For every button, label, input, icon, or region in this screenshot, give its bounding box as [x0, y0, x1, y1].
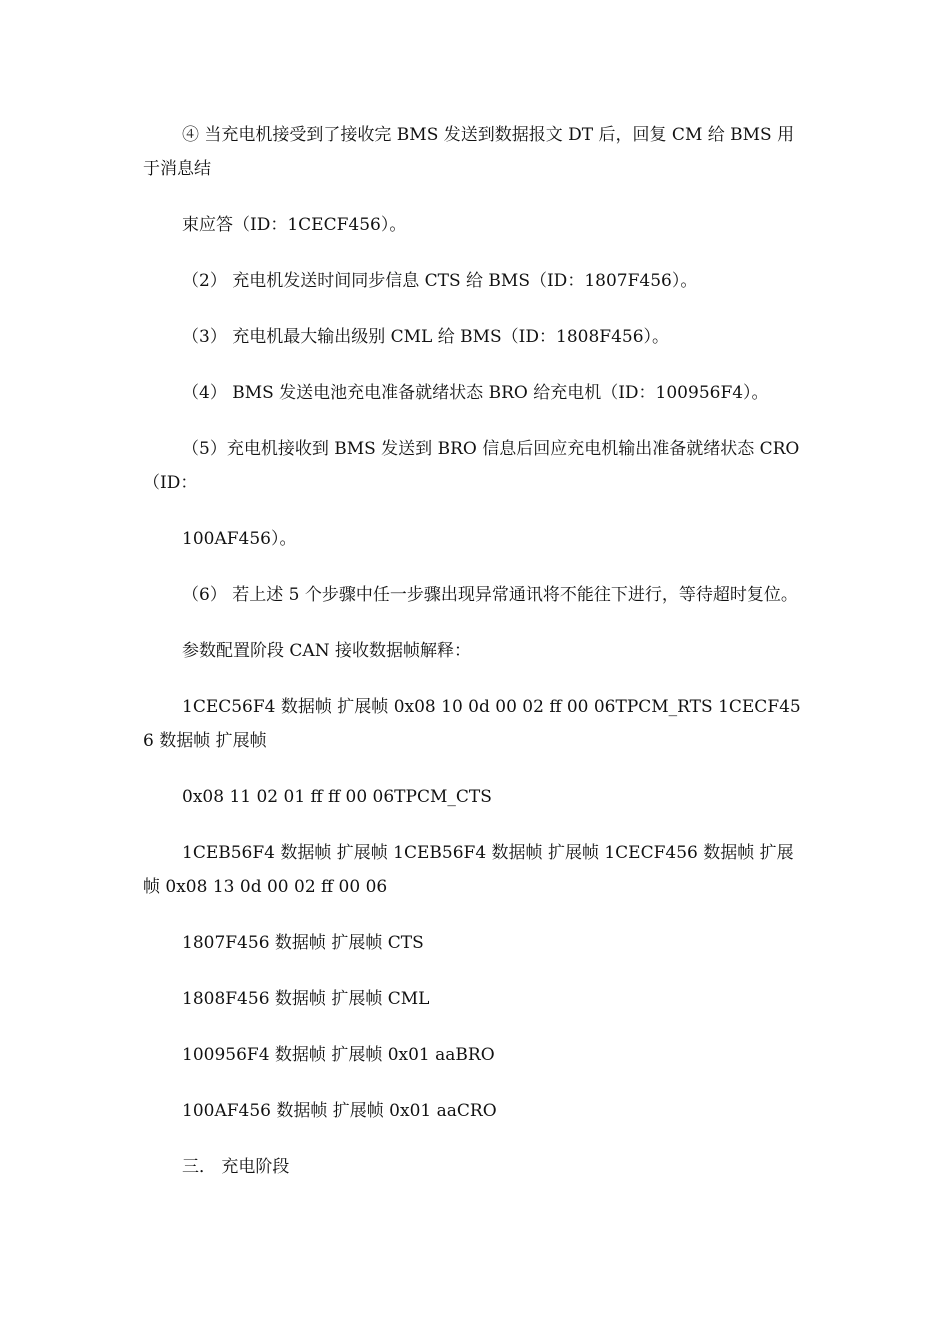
- paragraph-frame-1807: 1807F456 数据帧 扩展帧 CTS: [182, 933, 424, 953]
- paragraph-frame-100956: 100956F4 数据帧 扩展帧 0x01 aaBRO: [182, 1045, 495, 1065]
- paragraph-cts: （2） 充电机发送时间同步信息 CTS 给 BMS（ID：1807F456）。: [182, 271, 698, 291]
- paragraph-frame-ceb: 1CEB56F4 数据帧 扩展帧 1CEB56F4 数据帧 扩展帧 1CECF456 数据帧 扩展帧 0x08 13 0d 00 02 ff 00 06: [143, 843, 794, 897]
- paragraph-cml: （3） 充电机最大输出级别 CML 给 BMS（ID：1808F456）。: [182, 327, 670, 347]
- paragraph-cro-id: 100AF456）。: [182, 529, 297, 549]
- paragraph-frame-1808: 1808F456 数据帧 扩展帧 CML: [182, 989, 430, 1009]
- document-body: [143, 118, 808, 1206]
- section-heading-charging: 三． 充电阶段: [182, 1157, 290, 1177]
- paragraph-can-heading: 参数配置阶段 CAN 接收数据帧解释：: [182, 641, 471, 661]
- paragraph-cro: （5）充电机接收到 BMS 发送到 BRO 信息后回应充电机输出准备就绪状态 CRO （ID：: [143, 439, 800, 493]
- paragraph-bro: （4） BMS 发送电池充电准备就绪状态 BRO 给充电机（ID：100956F4）。: [182, 383, 769, 403]
- paragraph-step4: ④ 当充电机接受到了接收完 BMS 发送到数据报文 DT 后，回复 CM 给 BMS 用于消息结: [143, 125, 795, 179]
- paragraph-frame-rts: 1CEC56F4 数据帧 扩展帧 0x08 10 0d 00 02 ff 00 06TPCM_RTS 1CECF456 数据帧 扩展帧: [143, 697, 801, 751]
- paragraph-frame-cts: 0x08 11 02 01 ff ff 00 06TPCM_CTS: [182, 787, 492, 807]
- paragraph-timeout: （6） 若上述 5 个步骤中任一步骤出现异常通讯将不能往下进行，等待超时复位。: [182, 585, 798, 605]
- paragraph-step4-end: 束应答（ID：1CECF456）。: [182, 215, 407, 235]
- paragraph-frame-100af: 100AF456 数据帧 扩展帧 0x01 aaCRO: [182, 1101, 497, 1121]
